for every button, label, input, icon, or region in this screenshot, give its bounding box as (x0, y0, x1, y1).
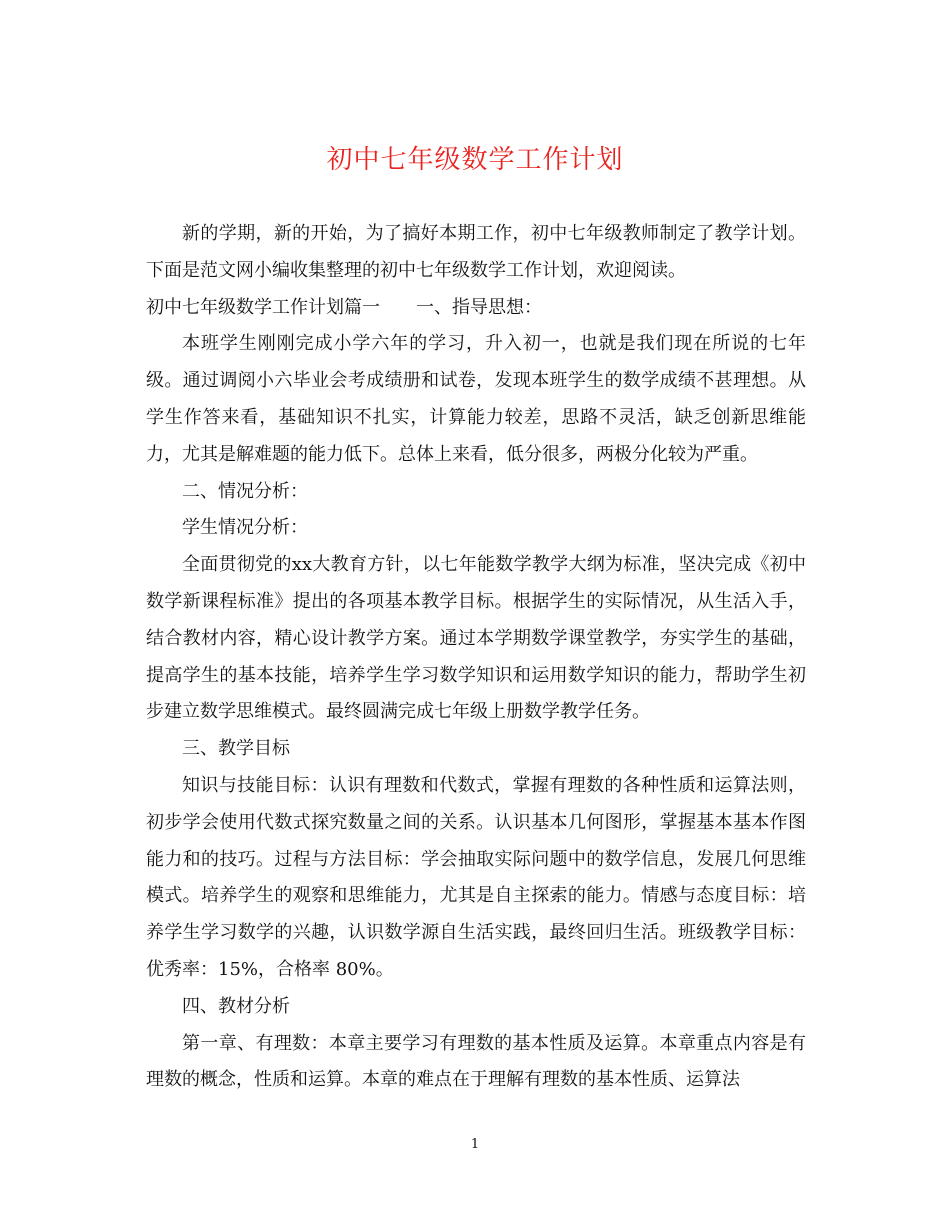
section-heading-guiding-ideology: 初中七年级数学工作计划篇一 一、指导思想： (146, 296, 542, 318)
section-heading-teaching-goals: 三、教学目标 (182, 738, 290, 760)
intro-paragraph: 新的学期，新的开始，为了搞好本期工作，初中七年级教师制定了教学计划。下面是范文网小编收集整理的初中七年级数学工作计划，欢迎阅读。 (146, 223, 806, 281)
document-body (146, 216, 806, 1099)
page-number: 1 (470, 1137, 480, 1152)
section-heading-situation-analysis: 二、情况分析： (182, 480, 308, 502)
paragraph-chapter-one: 第一章、有理数：本章主要学习有理数的基本性质及运算。本章重点内容是有理数的概念，性质和运算。本章的难点在于理解有理数的基本性质、运算法 (146, 1032, 806, 1091)
section-heading-textbook-analysis: 四、教材分析 (182, 995, 290, 1017)
subheading-student-analysis: 学生情况分析： (182, 517, 308, 539)
paragraph-student-background: 本班学生刚刚完成小学六年的学习，升入初一，也就是我们现在所说的七年级。通过调阅小六毕业会考成绩册和试卷，发现本班学生的数学成绩不甚理想。从学生作答来看，基础知识不扎实，计算能力较差，思路不灵活，缺乏创新思维能力，尤其是解难题的能力低下。总体上来看，低分很多，两极分化较为严重。 (146, 333, 806, 465)
document-title: 初中七年级数学工作计划 (326, 145, 624, 175)
paragraph-policy: 全面贯彻党的xx大教育方针，以七年能数学教学大纲为标准，坚决完成《初中数学新课程标准》提出的各项基本教学目标。根据学生的实际情况，从生活入手，结合教材内容，精心设计教学方案。通过本学期数学课堂教学，夯实学生的基础，提高学生的基本技能，培养学生学习数学知识和运用数学知识的能力，帮助学生初步建立数学思维模式。最终圆满完成七年级上册数学教学任务。 (146, 554, 806, 723)
paragraph-goals: 知识与技能目标：认识有理数和代数式，掌握有理数的各种性质和运算法则，初步学会使用代数式探究数量之间的关系。认识基本几何图形，掌握基本基本作图能力和的技巧。过程与方法目标：学会抽取实际问题中的数学信息，发展几何思维模式。培养学生的观察和思维能力，尤其是自主探索的能力。情感与态度目标：培养学生学习数学的兴趣，认识数学源自生活实践，最终回归生活。班级教学目标：优秀率：15%，合格率 80%。 (146, 774, 806, 980)
